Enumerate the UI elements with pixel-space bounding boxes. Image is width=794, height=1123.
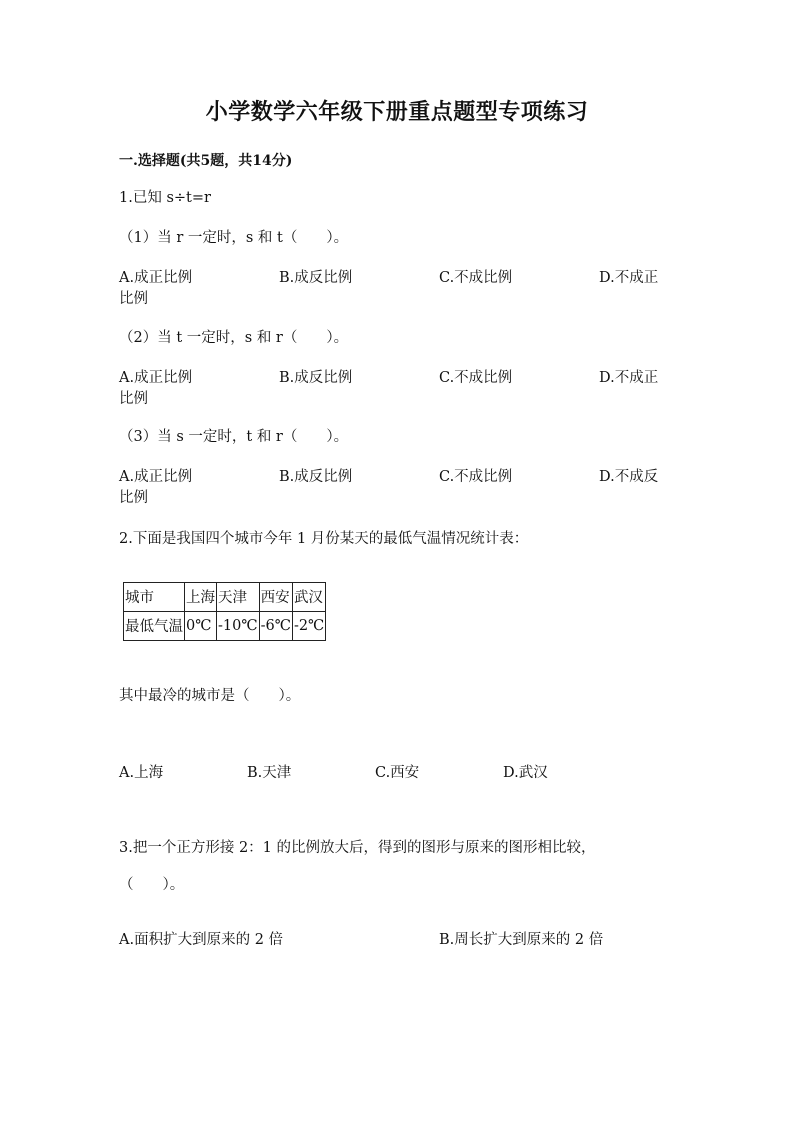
table-row bbox=[124, 612, 326, 641]
q1-part1-option-d-wrap: 比例 bbox=[119, 291, 148, 307]
section-heading: 一.选择题(共5题，共14分) bbox=[119, 153, 293, 169]
q1-part2-option-d: D.不成正 bbox=[599, 370, 659, 386]
table-cell-xian: 西安 bbox=[259, 583, 292, 612]
worksheet-title: 小学数学六年级下册重点题型专项练习 bbox=[205, 99, 589, 125]
q2-question: 其中最冷的城市是（ ）。 bbox=[119, 688, 301, 704]
table-cell-wuhan: 武汉 bbox=[292, 583, 325, 612]
table-cell-shanghai: 上海 bbox=[185, 583, 217, 612]
q1-part3-option-c: C.不成比例 bbox=[439, 469, 513, 485]
q1-part2-option-d-wrap: 比例 bbox=[119, 391, 148, 407]
q1-part2-option-c: C.不成比例 bbox=[439, 370, 513, 386]
table-cell-tianjin: 天津 bbox=[217, 583, 260, 612]
table-cell-temp-wuhan: -2℃ bbox=[292, 612, 325, 641]
temperature-table bbox=[123, 582, 326, 641]
q2-option-c: C.西安 bbox=[375, 765, 420, 781]
q2-option-a: A.上海 bbox=[119, 765, 164, 781]
q1-part2-prompt: （2）当 t 一定时，s 和 r（ ）。 bbox=[119, 330, 349, 346]
table-row bbox=[124, 583, 326, 612]
q1-part3-option-b: B.成反比例 bbox=[279, 469, 353, 485]
q3-stem: 3.把一个正方形接 2：1 的比例放大后，得到的图形与原来的图形相比较， bbox=[119, 840, 596, 856]
q1-part1-option-b: B.成反比例 bbox=[279, 270, 353, 286]
q1-part1-option-d: D.不成正 bbox=[599, 270, 659, 286]
table-cell-header-min-temp: 最低气温 bbox=[124, 612, 185, 641]
table-cell-temp-tianjin: -10℃ bbox=[217, 612, 260, 641]
table-cell-temp-xian: -6℃ bbox=[259, 612, 292, 641]
q2-option-b: B.天津 bbox=[247, 765, 292, 781]
q1-part3-prompt: （3）当 s 一定时，t 和 r（ ）。 bbox=[119, 429, 349, 445]
q1-part2-option-a: A.成正比例 bbox=[119, 370, 193, 386]
q3-option-a: A.面积扩大到原来的 2 倍 bbox=[119, 932, 284, 948]
q1-part2-option-b: B.成反比例 bbox=[279, 370, 353, 386]
q1-part1-option-a: A.成正比例 bbox=[119, 270, 193, 286]
q1-part1-prompt: （1）当 r 一定时，s 和 t（ ）。 bbox=[119, 230, 349, 246]
table-cell-header-city: 城市 bbox=[124, 583, 185, 612]
q1-part3-option-d: D.不成反 bbox=[599, 469, 659, 485]
q1-part3-option-a: A.成正比例 bbox=[119, 469, 193, 485]
q3-option-b: B.周长扩大到原来的 2 倍 bbox=[439, 932, 604, 948]
q3-blank: （ ）。 bbox=[119, 877, 185, 893]
q1-stem: 1.已知 s÷t=r bbox=[119, 190, 211, 206]
q1-part3-option-d-wrap: 比例 bbox=[119, 490, 148, 506]
table-cell-temp-shanghai: 0℃ bbox=[185, 612, 217, 641]
q2-stem: 2.下面是我国四个城市今年 1 月份某天的最低气温情况统计表： bbox=[119, 531, 529, 547]
q2-option-d: D.武汉 bbox=[503, 765, 548, 781]
q1-part1-option-c: C.不成比例 bbox=[439, 270, 513, 286]
